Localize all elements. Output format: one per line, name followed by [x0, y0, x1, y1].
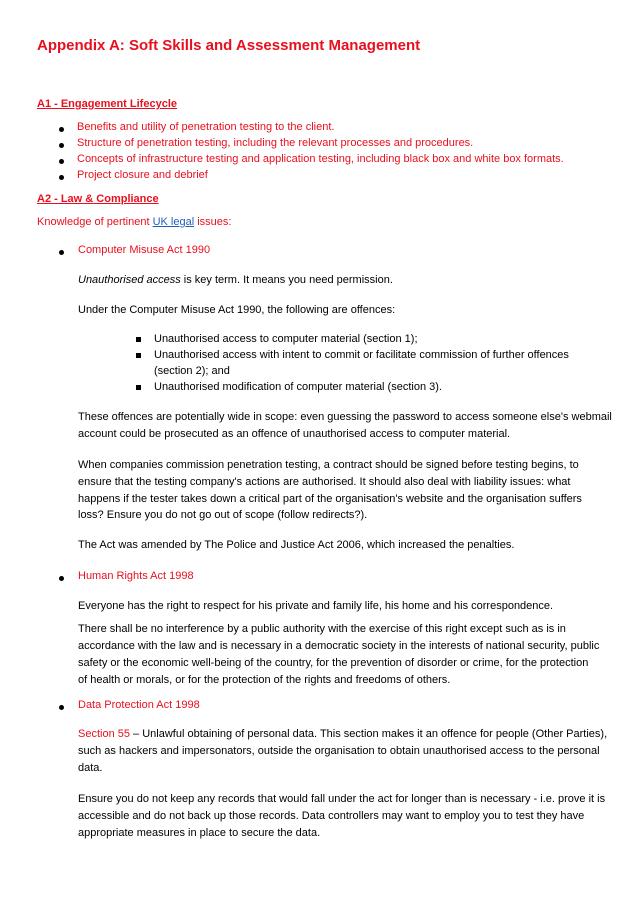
list-item: Benefits and utility of penetration testing to the client. — [77, 121, 335, 133]
list-item: Project closure and debrief — [77, 169, 208, 181]
hra-paragraph-1: Everyone has the right to respect for his private and family life, his home and his correspondence. — [78, 600, 554, 612]
cma-paragraph-1 — [78, 272, 393, 288]
square-bullet-icon — [136, 353, 141, 358]
list-item: Structure of penetration testing, including the relevant processes and procedures. — [77, 137, 474, 149]
dpa-paragraph-2-line-3: appropriate measures in place to secure the data. — [78, 827, 321, 839]
square-bullet-icon — [136, 385, 141, 390]
section-heading-a1: A1 - Engagement Lifecycle — [37, 98, 177, 110]
section-heading-a2: A2 - Law & Compliance — [37, 193, 159, 205]
dpa-p1-rest: – Unlawful obtaining of personal data. This section makes it an offence for people (Other Parties), — [129, 728, 608, 740]
bullet-icon — [59, 576, 64, 581]
dpa-paragraph-1-line-1 — [78, 726, 607, 742]
list-item-continuation: (section 2); and — [154, 365, 230, 377]
page-title: Appendix A: Soft Skills and Assessment Management — [37, 37, 421, 54]
dpa-label: Data Protection Act 1998 — [78, 699, 200, 711]
intro-suffix: issues: — [194, 216, 232, 228]
cma-italic-term: Unauthorised access — [78, 274, 181, 286]
intro-prefix: Knowledge of pertinent — [37, 216, 153, 228]
a2-intro — [37, 214, 231, 230]
cma-p1-rest: is key term. It means you need permission. — [180, 274, 393, 286]
cma-paragraph-3-line-1: These offences are potentially wide in scope: even guessing the password to access someone else's webmail — [78, 411, 612, 423]
list-item: Unauthorised access to computer material (section 1); — [154, 333, 418, 345]
bullet-icon — [59, 159, 64, 164]
cma-paragraph-4-line-4: loss? Ensure you do not go out of scope (follow redirects?). — [78, 509, 368, 521]
hra-paragraph-2-line-1: There shall be no interference by a public authority with the exercise of this right except such as is in — [78, 623, 566, 635]
hra-paragraph-2-line-3: safety or the economic well-being of the country, for the prevention of disorder or crime, for the protection — [78, 657, 589, 669]
hra-paragraph-2-line-2: accordance with the law and is necessary in a democratic society in the interests of national security, public — [78, 640, 600, 652]
list-item: Unauthorised access with intent to commit or facilitate commission of further offences — [154, 349, 569, 361]
bullet-icon — [59, 705, 64, 710]
cma-label: Computer Misuse Act 1990 — [78, 244, 211, 256]
hra-label: Human Rights Act 1998 — [78, 570, 194, 582]
cma-paragraph-5: The Act was amended by The Police and Justice Act 2006, which increased the penalties. — [78, 539, 515, 551]
square-bullet-icon — [136, 337, 141, 342]
hra-paragraph-2-line-4: of health or morals, or for the protection of the rights and freedoms of others. — [78, 674, 451, 686]
dpa-paragraph-2-line-1: Ensure you do not keep any records that would fall under the act for longer than is necessary - i.e. prove it is — [78, 793, 606, 805]
dpa-paragraph-2-line-2: accessible and do not back up those records. Data controllers may want to employ you to test they have — [78, 810, 585, 822]
uk-legal-link[interactable]: UK legal — [152, 216, 195, 228]
dpa-paragraph-1-line-3: data. — [78, 762, 103, 774]
cma-paragraph-3-line-2: account could be prosecuted as an offence of unauthorised access to computer material. — [78, 428, 511, 440]
dpa-section-ref: Section 55 — [78, 728, 130, 740]
dpa-paragraph-1-line-2: such as hackers and impersonators, outside the organisation to obtain unauthorised access to the personal — [78, 745, 600, 757]
cma-paragraph-2: Under the Computer Misuse Act 1990, the following are offences: — [78, 304, 396, 316]
bullet-icon — [59, 175, 64, 180]
bullet-icon — [59, 127, 64, 132]
list-item: Unauthorised modification of computer material (section 3). — [154, 381, 442, 393]
list-item: Concepts of infrastructure testing and application testing, including black box and white box formats. — [77, 153, 564, 165]
bullet-icon — [59, 250, 64, 255]
bullet-icon — [59, 143, 64, 148]
cma-paragraph-4-line-2: ensure that the testing company's actions are authorised. It should also deal with liability issues: what — [78, 476, 571, 488]
cma-paragraph-4-line-3: happens if the tester takes down a critical part of the organisation's website and the organisation suffers — [78, 493, 582, 505]
cma-paragraph-4-line-1: When companies commission penetration testing, a contract should be signed before testing begins, to — [78, 459, 579, 471]
